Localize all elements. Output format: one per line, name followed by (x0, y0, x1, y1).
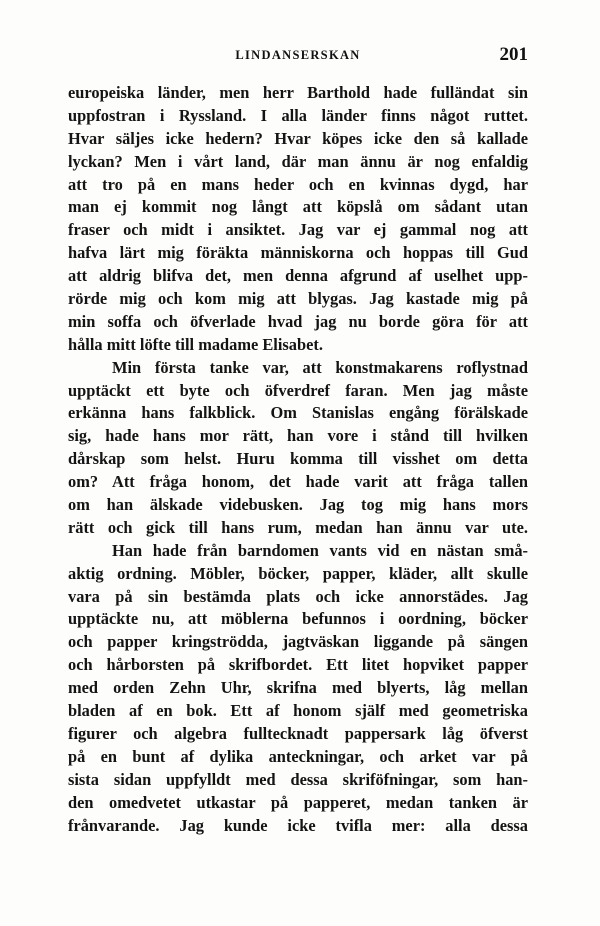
text-line: lyckan? Men i vårt land, där man ännu är nog enfaldig (68, 151, 528, 171)
running-title: LINDANSERSKAN (235, 48, 361, 62)
text-line: dårskap som helst. Huru komma till visshet om detta (68, 449, 528, 469)
text-line: bladen af en bok. Ett af honom själf med geometriska (68, 701, 528, 721)
text-line: figurer och algebra fulltecknadt pappersark låg öfverst (68, 723, 528, 743)
text-line: rätt och gick till hans rum, medan han ännu var ute. (68, 517, 528, 537)
text-line: upptäckt ett byte och öfverdref faran. Men jag måste (68, 380, 528, 400)
text-line: hafva lärt mig föräkta människorna och hoppas till Gud (68, 243, 528, 263)
text-line: vara på sin bestämda plats och icke annorstädes. Jag (68, 586, 528, 606)
text-line: Han hade från barndomen vants vid en nästan små- (112, 540, 528, 560)
text-line: att tro på en mans heder och en kvinnas dygd, har (68, 174, 528, 194)
text-line: min soffa och öfverlade hvad jag nu borde göra för att (68, 311, 528, 331)
text-line: med orden Zehn Uhr, skrifna med blyerts, låg mellan (68, 678, 528, 698)
text-line: och hårborsten på skrifbordet. Ett litet hopviket papper (68, 655, 528, 675)
running-head (68, 44, 528, 68)
text-line: den omedvetet utkastar på papperet, medan tanken är (68, 792, 528, 812)
body-text (68, 82, 528, 837)
text-line: frånvarande. Jag kunde icke tvifla mer: alla dessa (68, 815, 528, 835)
text-line: sig, hade hans mor rätt, han vore i stånd till hvilken (68, 426, 528, 446)
page-number: 201 (499, 44, 528, 65)
text-line: och papper kringströdda, jagtväskan liggande på sängen (68, 632, 528, 652)
text-line: uppfostran i Ryssland. I alla länder finns något ruttet. (68, 105, 528, 125)
text-line: på en bunt af dylika anteckningar, och arket var på (68, 746, 528, 766)
text-line: Hvar säljes icke hedern? Hvar köpes icke den så kallade (68, 128, 528, 148)
text-line: aktig ordning. Möbler, böcker, papper, kläder, allt skulle (68, 563, 528, 583)
text-line: man ej kommit nog långt att köpslå om sådant utan (68, 197, 528, 217)
text-line: europeiska länder, men herr Barthold hade fulländat sin (68, 83, 528, 102)
text-line: rörde mig och kom mig att blygas. Jag kastade mig på (68, 289, 528, 309)
text-line: sista sidan uppfylldt med dessa skriföfningar, som han- (68, 769, 528, 789)
text-line: erkänna hans falkblick. Om Stanislas engång förälskade (68, 403, 528, 423)
text-line: upptäckte nu, att möblerna befunnos i oordning, böcker (68, 609, 528, 629)
text-line: fraser och midt i ansiktet. Jag var ej gammal nog att (68, 220, 528, 240)
text-line: att aldrig blifva det, men denna afgrund af uselhet upp- (68, 266, 528, 286)
text-line italic-word-line: om? Att fråga honom, det hade varit att fråga tallen (68, 472, 528, 492)
text-line: hålla mitt löfte till madame Elisabet. (68, 334, 323, 354)
text-line: Min första tanke var, att konstmakarens roflystnad (112, 357, 528, 377)
text-line: om han älskade videbusken. Jag tog mig hans mors (68, 495, 528, 515)
